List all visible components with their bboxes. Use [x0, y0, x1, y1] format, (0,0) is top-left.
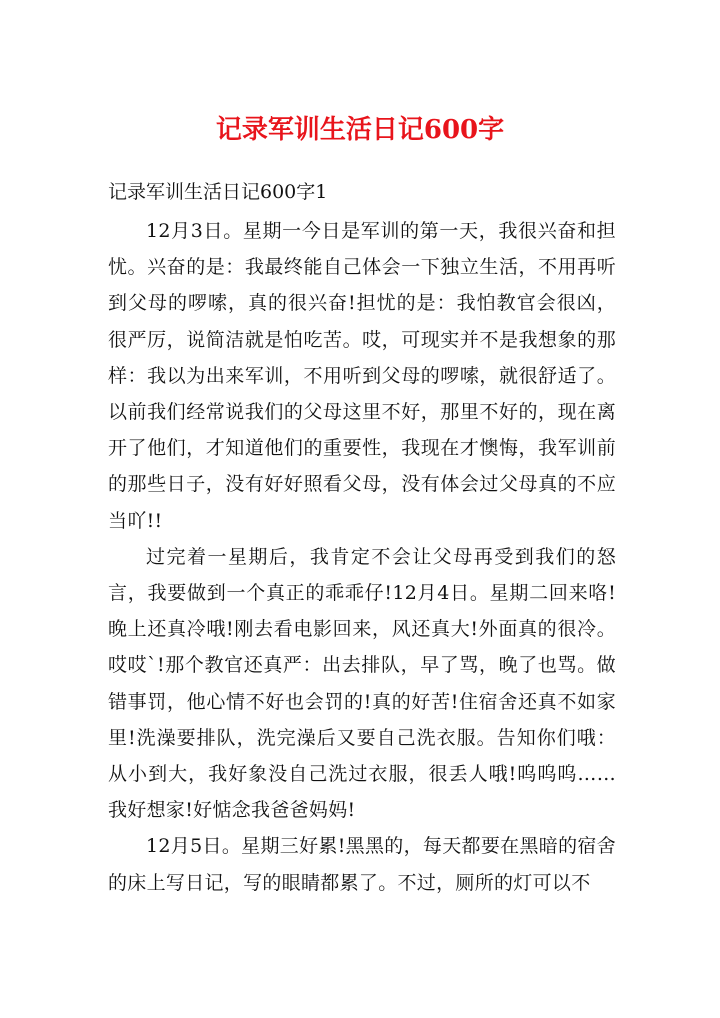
- document-subtitle: 记录军训生活日记600字1: [108, 181, 328, 203]
- paragraph-2: 过完着一星期后，我肯定不会让父母再受到我们的怒言，我要做到一个真正的乖乖仔!12月4日。星期二回来咯!晚上还真冷哦!刚去看电影回来，风还真大!外面真的很冷。哎哎`!那个教官还真严：出去排队，早了骂，晚了也骂。做错事罚，他心情不好也会罚的!真的好苦!住宿舍还真不如家里!洗澡要排队，洗完澡后又要自己洗衣服。告知你们哦：从小到大，我好象没自己洗过衣服，很丢人哦!呜呜呜……我好想家!好惦念我爸爸妈妈!: [108, 545, 616, 822]
- document-title: 记录军训生活日记600字: [215, 115, 505, 145]
- document-body: [108, 213, 616, 901]
- paragraph-1: 12月3日。星期一今日是军训的第一天，我很兴奋和担忧。兴奋的是：我最终能自己体会一下独立生活，不用再听到父母的啰嗦，真的很兴奋!担忧的是：我怕教官会很凶，很严厉，说简洁就是怕吃苦。哎，可现实并不是我想象的那样：我以为出来军训，不用听到父母的啰嗦，就很舒适了。以前我们经常说我们的父母这里不好，那里不好的，现在离开了他们，才知道他们的重要性，我现在才懊悔，我军训前的那些日子，没有好好照看父母，没有体会过父母真的不应当吖!!: [108, 220, 616, 532]
- paragraph-3: 12月5日。星期三好累!黑黑的，每天都要在黑暗的宿舍的床上写日记，写的眼睛都累了。不过，厕所的灯可以不: [108, 835, 616, 894]
